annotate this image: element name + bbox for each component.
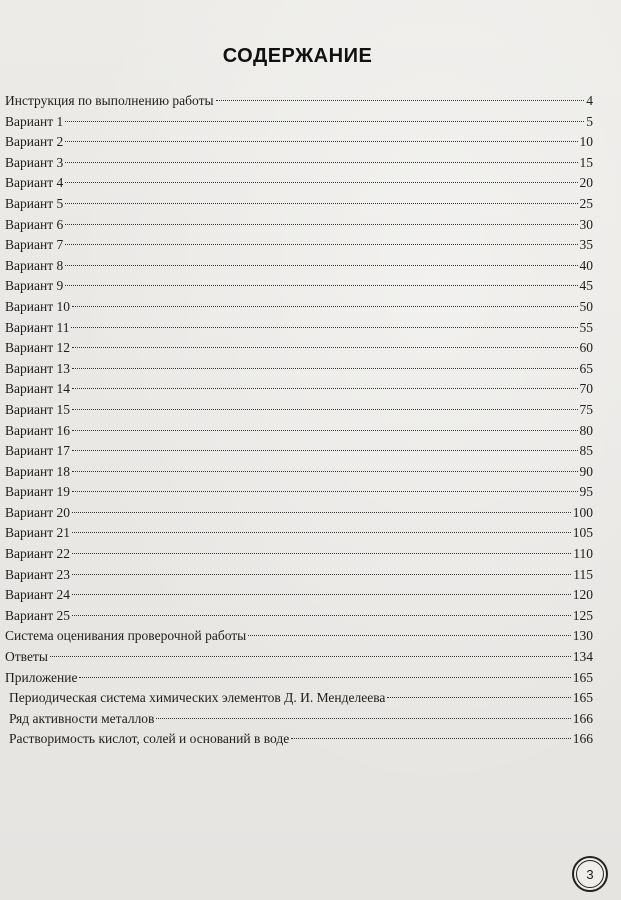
toc-entry-label: Вариант 14 xyxy=(5,381,70,397)
toc-entry-label: Вариант 2 xyxy=(5,134,64,150)
toc-entry-page: 55 xyxy=(579,319,593,335)
dot-leader xyxy=(72,471,578,472)
toc-entry xyxy=(5,441,593,462)
toc-entry-page: 60 xyxy=(579,340,593,356)
dot-leader xyxy=(291,738,571,739)
dot-leader xyxy=(248,635,571,636)
toc-entry xyxy=(5,338,593,359)
toc-entry-page: 100 xyxy=(572,504,593,520)
dot-leader xyxy=(387,697,570,698)
toc-entry-page: 134 xyxy=(572,649,593,665)
toc-entry xyxy=(5,194,593,215)
toc-entry-page: 166 xyxy=(572,710,593,726)
toc-entry xyxy=(5,400,593,421)
toc-entry-label: Вариант 10 xyxy=(5,298,70,314)
dot-leader xyxy=(65,224,577,225)
page-number: 3 xyxy=(576,860,604,888)
toc-entry-page: 85 xyxy=(579,443,593,459)
dot-leader xyxy=(65,244,577,245)
toc-entry-page: 25 xyxy=(579,195,593,211)
dot-leader xyxy=(65,285,577,286)
toc-entry-label: Вариант 5 xyxy=(5,195,64,211)
toc-entry xyxy=(5,626,593,647)
toc-entry xyxy=(5,482,593,503)
dot-leader xyxy=(72,615,571,616)
toc-entry xyxy=(5,544,593,565)
toc-entry-page: 5 xyxy=(586,113,593,129)
table-of-contents xyxy=(5,91,593,750)
dot-leader xyxy=(72,512,571,513)
dot-leader xyxy=(156,718,570,719)
toc-entry-label: Растворимость кислот, солей и оснований в воде xyxy=(9,731,290,747)
dot-leader xyxy=(72,450,578,451)
toc-entry-label: Вариант 11 xyxy=(5,319,70,335)
toc-entry xyxy=(5,297,593,318)
toc-subentry xyxy=(5,709,593,730)
dot-leader xyxy=(72,306,578,307)
toc-entry-label: Вариант 4 xyxy=(5,175,64,191)
dot-leader xyxy=(65,121,584,122)
toc-entry xyxy=(5,215,593,236)
toc-entry-page: 120 xyxy=(572,587,593,603)
toc-entry-label: Вариант 17 xyxy=(5,443,70,459)
toc-entry xyxy=(5,585,593,606)
toc-entry-page: 70 xyxy=(579,381,593,397)
toc-entry xyxy=(5,153,593,174)
page-number-badge xyxy=(572,856,608,892)
toc-entry-label: Вариант 7 xyxy=(5,237,64,253)
toc-entry-page: 165 xyxy=(572,669,593,685)
toc-entry-page: 35 xyxy=(579,237,593,253)
toc-entry-label: Вариант 9 xyxy=(5,278,64,294)
toc-entry-page: 125 xyxy=(572,607,593,623)
toc-entry-label: Ответы xyxy=(5,649,48,665)
toc-entry-page: 40 xyxy=(579,257,593,273)
toc-entry-label: Вариант 20 xyxy=(5,504,70,520)
toc-entry xyxy=(5,91,593,112)
dot-leader xyxy=(65,162,577,163)
dot-leader xyxy=(79,677,570,678)
toc-entry-page: 65 xyxy=(579,360,593,376)
toc-entry-page: 166 xyxy=(572,731,593,747)
dot-leader xyxy=(72,388,578,389)
dot-leader xyxy=(72,430,578,431)
toc-entry-page: 15 xyxy=(579,154,593,170)
dot-leader xyxy=(72,553,571,554)
toc-entry xyxy=(5,359,593,380)
toc-entry xyxy=(5,379,593,400)
toc-entry-label: Вариант 22 xyxy=(5,546,70,562)
dot-leader xyxy=(65,182,577,183)
dot-leader xyxy=(65,265,577,266)
dot-leader xyxy=(72,409,578,410)
toc-entry xyxy=(5,132,593,153)
toc-entry xyxy=(5,565,593,586)
toc-entry-label: Вариант 24 xyxy=(5,587,70,603)
toc-entry-label: Инструкция по выполнению работы xyxy=(5,93,214,108)
toc-entry xyxy=(5,647,593,668)
toc-entry-page: 45 xyxy=(579,278,593,294)
toc-entry-label: Вариант 23 xyxy=(5,566,70,582)
toc-entry-label: Вариант 3 xyxy=(5,154,64,170)
toc-entry-label: Вариант 25 xyxy=(5,607,70,623)
toc-entry-page: 75 xyxy=(579,401,593,417)
toc-entry-label: Система оценивания проверочной работы xyxy=(5,628,247,644)
toc-entry-label: Вариант 1 xyxy=(5,113,64,129)
dot-leader xyxy=(65,203,577,204)
toc-entry-page: 30 xyxy=(579,216,593,232)
toc-entry-label: Вариант 15 xyxy=(5,401,70,417)
toc-subentry xyxy=(5,729,593,750)
toc-entry-page: 20 xyxy=(579,175,593,191)
page-title: СОДЕРЖАНИЕ xyxy=(222,45,373,67)
toc-subentry xyxy=(5,688,593,709)
toc-entry xyxy=(5,503,593,524)
toc-entry-page: 115 xyxy=(573,566,593,582)
toc-entry-page: 95 xyxy=(579,484,593,500)
toc-entry xyxy=(5,668,593,689)
dot-leader xyxy=(50,656,571,657)
toc-entry xyxy=(5,606,593,627)
dot-leader xyxy=(71,327,577,328)
toc-entry-page: 10 xyxy=(579,134,593,150)
toc-entry-label: Приложение xyxy=(5,669,78,685)
toc-entry-page: 110 xyxy=(573,546,593,562)
toc-entry xyxy=(5,112,593,133)
dot-leader xyxy=(72,532,571,533)
dot-leader xyxy=(72,368,578,369)
toc-entry-label: Вариант 8 xyxy=(5,257,64,273)
toc-entry xyxy=(5,256,593,277)
toc-entry-page: 80 xyxy=(579,422,593,438)
dot-leader xyxy=(72,574,571,575)
toc-entry xyxy=(5,421,593,442)
toc-entry-label: Вариант 6 xyxy=(5,216,64,232)
dot-leader xyxy=(216,100,585,101)
toc-entry xyxy=(5,462,593,483)
toc-entry-label: Периодическая система химических элементов Д. И. Менделеева xyxy=(9,690,386,706)
toc-entry-page: 165 xyxy=(572,690,593,706)
toc-entry xyxy=(5,318,593,339)
toc-entry-page: 4 xyxy=(586,93,593,108)
dot-leader xyxy=(72,347,578,348)
toc-entry-label: Ряд активности металлов xyxy=(9,710,155,726)
toc-entry-label: Вариант 16 xyxy=(5,422,70,438)
toc-entry xyxy=(5,523,593,544)
toc-entry xyxy=(5,235,593,256)
toc-entry-label: Вариант 12 xyxy=(5,340,70,356)
toc-entry-page: 105 xyxy=(572,525,593,541)
toc-entry-label: Вариант 18 xyxy=(5,463,70,479)
dot-leader xyxy=(72,594,571,595)
toc-entry-label: Вариант 19 xyxy=(5,484,70,500)
toc-entry-label: Вариант 13 xyxy=(5,360,70,376)
toc-entry-page: 130 xyxy=(572,628,593,644)
toc-entry xyxy=(5,173,593,194)
toc-entry-page: 90 xyxy=(579,463,593,479)
dot-leader xyxy=(65,141,577,142)
toc-entry-label: Вариант 21 xyxy=(5,525,70,541)
dot-leader xyxy=(72,491,578,492)
toc-entry xyxy=(5,276,593,297)
toc-entry-page: 50 xyxy=(579,298,593,314)
